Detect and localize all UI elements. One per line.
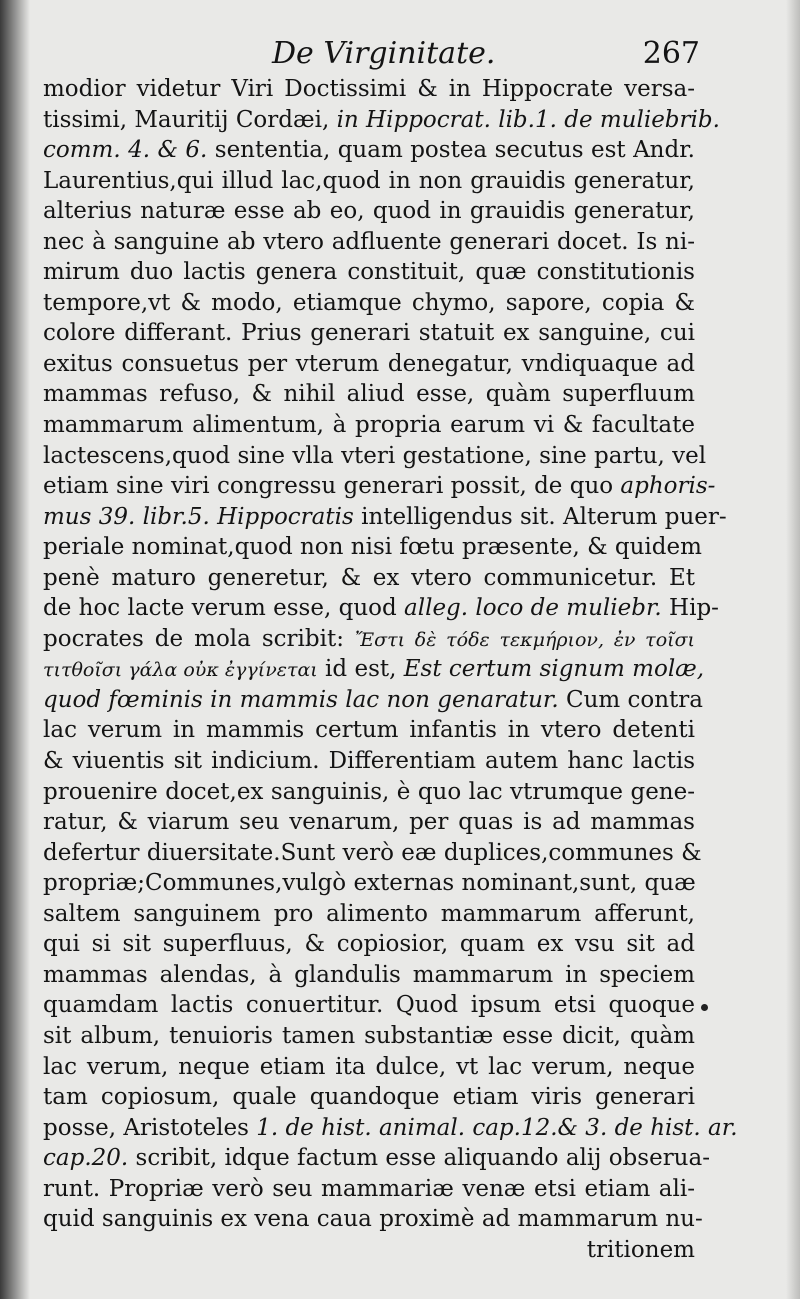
text-line <box>43 624 695 655</box>
italic-span: cap.20. <box>43 1145 129 1172</box>
binding-shadow <box>0 0 30 1299</box>
text-span: lactescens,quod sine vlla vteri gestatione, sine partu, vel <box>43 442 707 469</box>
text-span: tritionem <box>586 1236 695 1263</box>
text-line <box>43 1052 695 1083</box>
text-span: ratur, & viarum seu venarum, per quas is ad mammas <box>43 809 695 836</box>
text-line <box>43 74 695 105</box>
text-span: Cum contra <box>558 686 704 713</box>
text-span: exitus consuetus per vterum denegatur, vndiquaque ad <box>43 350 695 377</box>
text-span: Laurentius,qui illud lac,quod in non grauidis generatur, <box>43 167 695 194</box>
text-span: sententia, quam postea secutus est Andr. <box>207 137 695 164</box>
italic-span: quod fœminis in mammis lac non genaratur. <box>43 686 559 713</box>
text-line <box>43 166 695 197</box>
text-line <box>43 105 720 136</box>
text-line <box>43 1021 695 1052</box>
text-span: penè maturo generetur, & ex vtero communicetur. Et <box>43 564 695 591</box>
text-span: & viuentis sit indicium. Differentiam autem hanc lactis <box>43 748 695 775</box>
text-line <box>43 135 695 166</box>
text-span: prouenire docet,ex sanguinis, è quo lac vtrumque gene- <box>43 778 695 805</box>
text-span: mammas alendas, à glandulis mammarum in speciem <box>43 961 695 988</box>
text-span: defertur diuersitate.Sunt verò eæ duplices,communes & <box>43 839 702 866</box>
italic-span: 1. de hist. animal. cap.12.& 3. de hist. ar. <box>256 1114 738 1141</box>
text-line <box>43 868 695 899</box>
text-span: de hoc lacte verum esse, quod <box>43 595 405 622</box>
text-span: intelligendus sit. Alterum puer- <box>353 503 727 530</box>
text-span: mammas refuso, & nihil aliud esse, quàm superfluum <box>43 381 695 408</box>
text-span: modior videtur Viri Doctissimi & in Hippocrate versa- <box>43 76 695 102</box>
text-span: etiam sine viri congressu generari possit, de quo <box>43 473 621 500</box>
text-line <box>43 929 695 960</box>
text-span: nec à sanguine ab vtero adfluente generari docet. Is ni- <box>43 228 695 255</box>
text-span: tempore,vt & modo, etiamque chymo, sapore, copia & <box>43 289 695 316</box>
text-span: saltem sanguinem pro alimento mammarum afferunt, <box>43 900 695 927</box>
text-line <box>43 196 695 227</box>
italic-span: Est certum signum molæ, <box>403 656 705 683</box>
text-line <box>43 1235 695 1266</box>
running-title: De Virginitate. <box>272 36 496 71</box>
text-span: pocrates de mola scribit: <box>43 625 355 652</box>
text-span: tissimi, Mauritij Cordæi, <box>43 106 337 133</box>
text-line <box>43 1204 703 1235</box>
text-line <box>43 227 695 258</box>
italic-span: aphoris- <box>620 473 716 500</box>
text-span: tam copiosum, quale quandoque etiam viris generari <box>43 1084 695 1111</box>
running-header <box>40 36 700 76</box>
text-span: alterius naturæ esse ab eo, quod in grauidis generatur, <box>43 198 695 225</box>
text-span: runt. Propriæ verò seu mammariæ venæ etsi etiam ali- <box>43 1175 695 1202</box>
italic-span: comm. 4. & 6. <box>43 137 208 164</box>
greek-span: Ἔστι δὲ τόδε τεκμήριον, ἐν τοῖσι <box>354 628 695 651</box>
text-span: Hip- <box>661 595 719 622</box>
text-line <box>43 746 695 777</box>
text-line <box>43 990 695 1021</box>
margin-mark <box>701 1004 708 1011</box>
text-line <box>43 685 704 716</box>
text-line <box>43 318 695 349</box>
greek-span: τιτθοῖσι γάλα οὐκ ἐγγίνεται <box>43 659 318 682</box>
text-span: quamdam lactis conuertitur. Quod ipsum etsi quoque <box>43 992 695 1019</box>
text-line <box>43 1174 695 1205</box>
text-span: quid sanguinis ex vena caua proximè ad mammarum nu- <box>43 1206 703 1233</box>
text-line <box>43 257 695 288</box>
text-span: scribit, idque factum esse aliquando alij obserua- <box>128 1145 710 1172</box>
text-line <box>43 410 695 441</box>
text-line <box>43 288 695 319</box>
text-line <box>43 441 707 472</box>
body-text <box>43 74 738 1265</box>
text-span: propriæ;Communes,vulgò externas nominant,sunt, quæ <box>43 870 696 897</box>
text-span: colore differant. Prius generari statuit ex sanguine, cui <box>43 320 695 347</box>
text-line <box>43 899 695 930</box>
text-line <box>43 807 695 838</box>
page-number: 267 <box>642 36 700 71</box>
text-line <box>43 960 695 991</box>
text-line <box>43 379 695 410</box>
text-line <box>43 471 716 502</box>
italic-span: mus 39. libr.5. Hippocratis <box>43 503 354 530</box>
text-line <box>43 563 695 594</box>
text-span: sit album, tenuioris tamen substantiæ esse dicit, quàm <box>43 1022 695 1049</box>
page-edge <box>786 0 800 1299</box>
text-line <box>43 838 702 869</box>
text-line <box>43 715 695 746</box>
text-line <box>43 532 702 563</box>
text-line <box>43 654 705 685</box>
text-line <box>43 1082 695 1113</box>
text-line <box>43 1113 738 1144</box>
text-span: lac verum in mammis certum infantis in vtero detenti <box>43 717 695 744</box>
text-line <box>43 1143 710 1174</box>
text-line <box>43 349 695 380</box>
text-span: qui si sit superfluus, & copiosior, quam ex vsu sit ad <box>43 931 695 958</box>
text-span: mirum duo lactis genera constituit, quæ constitutionis <box>43 259 695 286</box>
text-line <box>43 777 695 808</box>
text-span: mammarum alimentum, à propria earum vi & facultate <box>43 412 695 439</box>
text-line <box>43 502 727 533</box>
text-span: id est, <box>317 656 404 683</box>
text-line <box>43 593 719 624</box>
text-span: posse, Aristoteles <box>43 1114 257 1141</box>
text-span: periale nominat,quod non nisi fœtu præsente, & quidem <box>43 534 702 561</box>
text-span: lac verum, neque etiam ita dulce, vt lac verum, neque <box>43 1053 695 1080</box>
italic-span: alleg. loco de muliebr. <box>404 595 662 622</box>
italic-span: in Hippocrat. lib.1. de muliebrib. <box>336 106 720 133</box>
